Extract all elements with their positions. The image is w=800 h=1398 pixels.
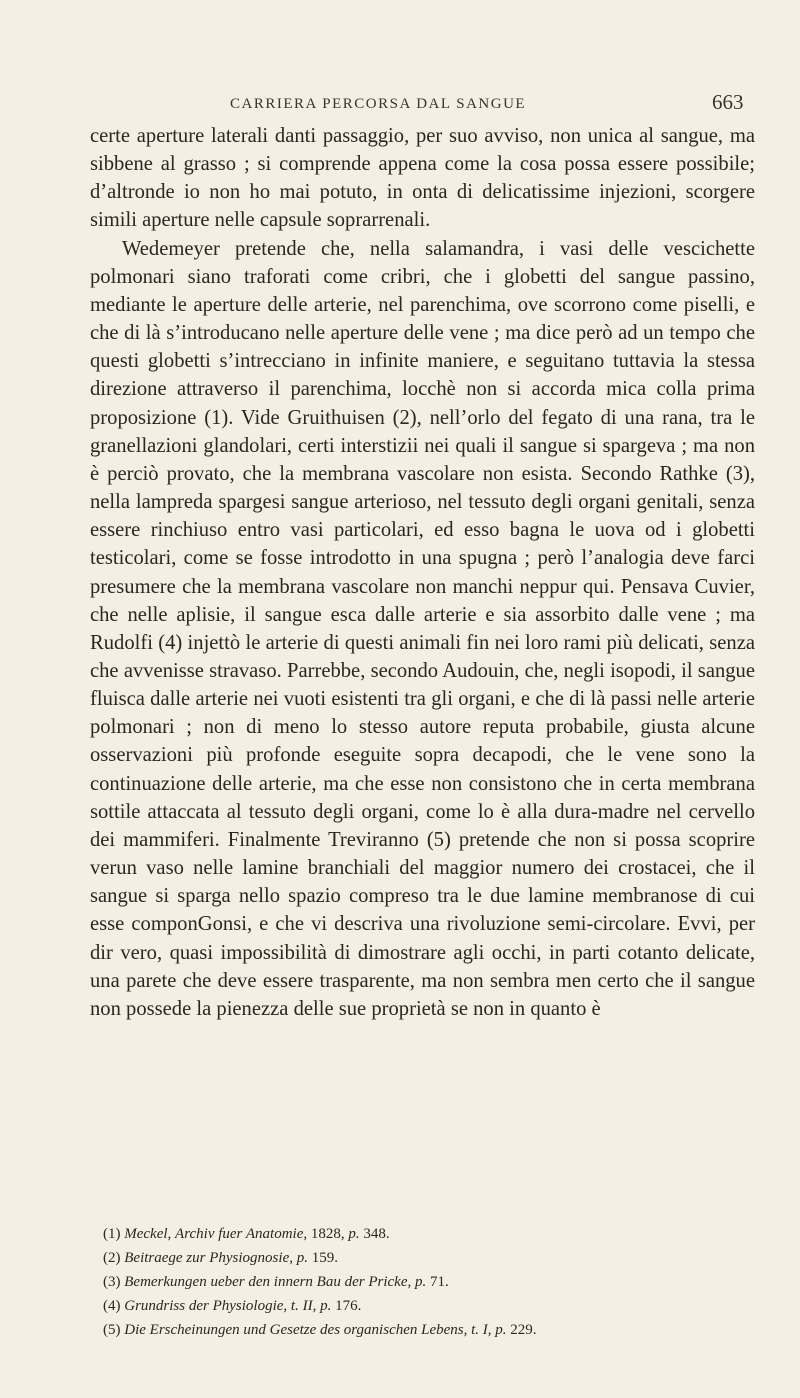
footnote-page: 348. [363,1226,390,1242]
footnote-title: Die Erscheinungen und Gesetze des organischen Lebens, [124,1322,468,1338]
footnote-details: t. II, [290,1298,317,1314]
footnote-3 [103,1270,753,1294]
footnote-page-label: p. [415,1274,427,1290]
footnote-details: t. I, [471,1322,492,1338]
footnote-4 [103,1294,753,1318]
page-number: 663 [712,90,744,114]
footnote-page-label: p. [495,1322,507,1338]
footnote-number: (3) [103,1274,121,1290]
footnote-page-label: p. [296,1250,308,1266]
footnote-page: 159. [311,1250,338,1266]
footnote-author: Meckel, [124,1226,172,1242]
footnote-number: (4) [103,1298,121,1314]
footnote-page-label: p. [320,1298,332,1314]
footnotes [103,1222,753,1342]
body-text [90,122,755,1023]
footnote-title: Bemerkungen ueber den innern Bau der Pricke, [124,1274,412,1290]
footnote-number: (2) [103,1250,121,1266]
paragraph-continuation: certe aperture laterali danti passaggio, per suo avviso, non unica al sangue, ma sibbene al grasso ; si comprende appena come la cosa possa essere possibile; d’altronde io non ho mai potuto, in onta di delicatissime injezioni, scorgere simili aperture nelle capsule soprarrenali. [90,125,755,232]
running-title: CARRIERA PERCORSA DAL SANGUE [230,96,527,112]
footnote-page: 71. [430,1274,449,1290]
paragraph-wedemeyer: Wedemeyer pretende che, nella salamandra, i vasi delle vescichette polmonari siano traforati come cribri, che i globetti del sangue passino, mediante le aperture delle arterie, nel parenchima, ove scorrono come piselli, e che di là s’introducano nelle aperture delle vene ; ma dice però ad un tempo che questi globetti s’intrecciano in infinite maniere, e seguitano tuttavia la stessa direzione attraverso il parenchima, locchè non si accorda mica colla prima proposizione (1). Vide Gruithuisen (2), nell’orlo del fegato di una rana, tra le granellazioni glandolari, certi interstizii nei quali il sangue si spargeva ; ma non è perciò provato, che la membrana vascolare non esista. Secondo Rathke (3), nella lampreda spargesi sangue arterioso, nel tessuto degli organi genitali, senza essere rinchiuso entro vasi particolari, ed esso bagna le uova od i globetti testicolari, come se fosse introdotto in una spugna ; però l’analogia deve farci presumere che la membrana vascolare non manchi neppur qui. Pensava Cuvier, che nelle aplisie, il sangue esca dalle arterie e sia assorbito dalle vene ; ma Rudolfi (4) injettò le arterie di questi animali fin nei loro rami più delicati, senza che avvenisse stravaso. Parrebbe, secondo Audouin, che, negli isopodi, il sangue fluisca dalle arterie nei vuoti esistenti tra gli organi, e che di là passi nelle arterie polmonari ; non di meno lo stesso autore reputa probabile, giusta alcune osservazioni più profonde eseguite sopra decapodi, che le vene sono la continuazione delle arterie, ma che esse non consistono che in certa membrana sottile attaccata al tessuto degli organi, come lo è alla dura-madre nel cervello dei mammiferi. Finalmente Treviranno (5) pretende che non si possa scoprire verun vaso nelle lamine branchiali del maggior numero dei crostacei, che il sangue si sparga nello spazio compreso tra le due lamine membranose di cui esse componGonsi, e che vi descriva una rivoluzione semi-circolare. Evvi, per dir vero, quasi impossibilità di dimostrare agli occhi, in parti cotanto delicate, una parete che deve essere trasparente, ma non sembra men certo che il sangue non possede la pienezza delle sue proprietà se non in quanto è [90,237,755,1020]
footnote-page-label: p. [348,1226,360,1242]
footnote-title: Archiv fuer Anatomie, [175,1226,308,1242]
footnote-page: 229. [510,1322,537,1338]
footnote-2 [103,1246,753,1270]
footnote-title: Beitraege zur Physiognosie, [124,1250,293,1266]
footnote-number: (5) [103,1322,121,1338]
footnote-page: 176. [335,1298,362,1314]
footnote-1 [103,1222,753,1246]
footnote-details: 1828, [310,1226,345,1242]
footnote-title: Grundriss der Physiologie, [124,1298,288,1314]
footnote-5 [103,1318,753,1342]
footnote-number: (1) [103,1226,121,1242]
